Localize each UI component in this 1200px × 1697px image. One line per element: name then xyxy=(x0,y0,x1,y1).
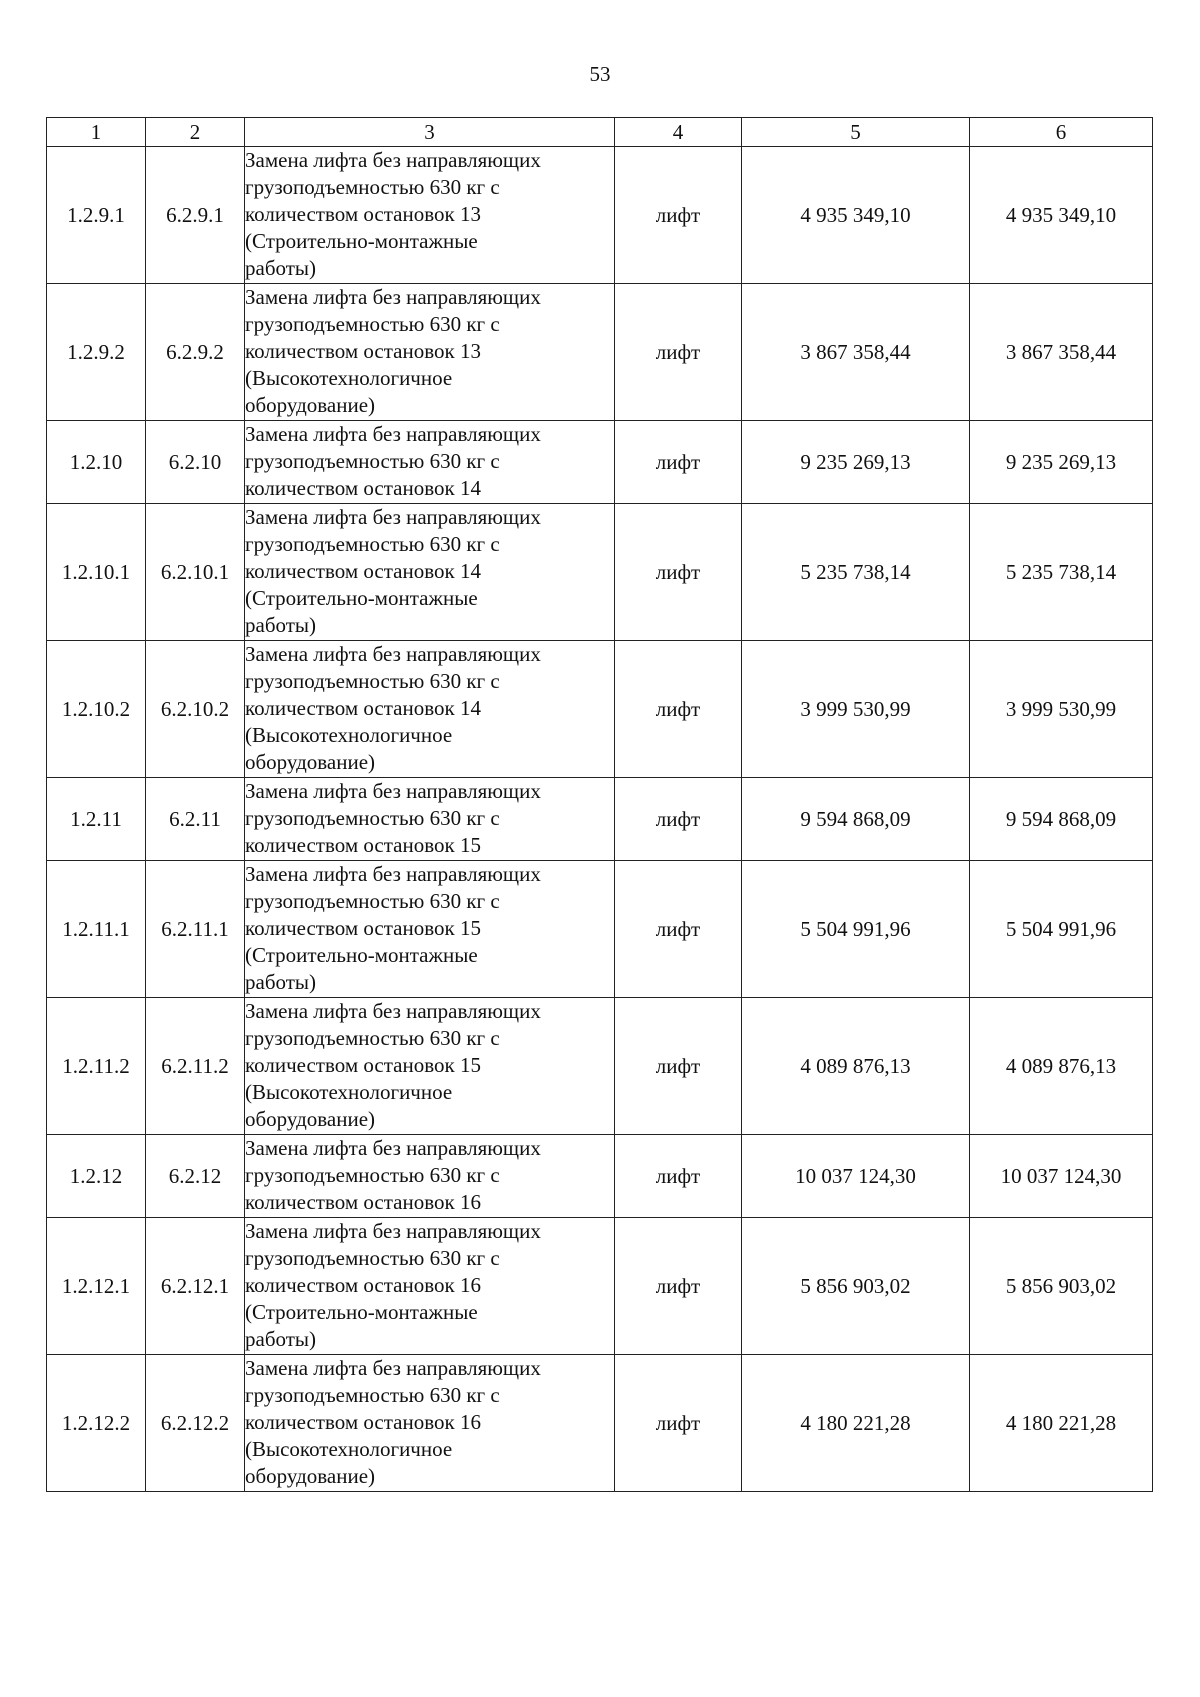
total-cost-cell: 4 180 221,28 xyxy=(970,1355,1153,1492)
description-line: оборудование) xyxy=(245,393,376,417)
item-number-cell: 1.2.9.1 xyxy=(47,147,146,284)
total-cost-cell: 4 089 876,13 xyxy=(970,998,1153,1135)
item-number-cell: 1.2.12 xyxy=(47,1135,146,1218)
description-line: (Строительно-монтажные xyxy=(245,1300,478,1324)
total-cost-cell: 9 594 868,09 xyxy=(970,778,1153,861)
description-line: работы) xyxy=(245,1327,317,1351)
description-line: количеством остановок 14 xyxy=(245,559,481,583)
description-cell xyxy=(245,284,615,421)
description-cell xyxy=(245,861,615,998)
description-line: Замена лифта без направляющих xyxy=(245,999,541,1023)
cost-cell: 3 867 358,44 xyxy=(742,284,970,421)
description-line: грузоподъемностью 630 кг с xyxy=(245,669,500,693)
description-line: оборудование) xyxy=(245,750,376,774)
description-line: Замена лифта без направляющих xyxy=(245,285,541,309)
description-cell xyxy=(245,998,615,1135)
cost-cell: 5 504 991,96 xyxy=(742,861,970,998)
description-line: грузоподъемностью 630 кг с xyxy=(245,1383,500,1407)
total-cost-cell: 4 935 349,10 xyxy=(970,147,1153,284)
description-line: (Строительно-монтажные xyxy=(245,229,478,253)
code-cell: 6.2.12.2 xyxy=(146,1355,245,1492)
header-cell: 4 xyxy=(615,118,742,147)
item-number-cell: 1.2.10.1 xyxy=(47,504,146,641)
unit-cell: лифт xyxy=(615,861,742,998)
cost-cell: 5 856 903,02 xyxy=(742,1218,970,1355)
code-cell: 6.2.9.1 xyxy=(146,147,245,284)
table-row xyxy=(47,778,1153,861)
total-cost-cell: 3 999 530,99 xyxy=(970,641,1153,778)
table-row xyxy=(47,998,1153,1135)
unit-cell: лифт xyxy=(615,641,742,778)
description-line: грузоподъемностью 630 кг с xyxy=(245,1246,500,1270)
description-line: Замена лифта без направляющих xyxy=(245,1219,541,1243)
cost-cell: 9 594 868,09 xyxy=(742,778,970,861)
description-line: количеством остановок 15 xyxy=(245,916,481,940)
description-line: (Строительно-монтажные xyxy=(245,586,478,610)
cost-cell: 3 999 530,99 xyxy=(742,641,970,778)
item-number-cell: 1.2.11 xyxy=(47,778,146,861)
table-row xyxy=(47,861,1153,998)
unit-cell: лифт xyxy=(615,1355,742,1492)
code-cell: 6.2.10.2 xyxy=(146,641,245,778)
description-line: (Строительно-монтажные xyxy=(245,943,478,967)
unit-cell: лифт xyxy=(615,778,742,861)
description-line: Замена лифта без направляющих xyxy=(245,505,541,529)
description-line: грузоподъемностью 630 кг с xyxy=(245,889,500,913)
description-line: количеством остановок 15 xyxy=(245,1053,481,1077)
header-cell: 6 xyxy=(970,118,1153,147)
description-cell xyxy=(245,1218,615,1355)
code-cell: 6.2.12 xyxy=(146,1135,245,1218)
description-line: количеством остановок 15 xyxy=(245,833,481,857)
code-cell: 6.2.10 xyxy=(146,421,245,504)
total-cost-cell: 5 235 738,14 xyxy=(970,504,1153,641)
item-number-cell: 1.2.12.2 xyxy=(47,1355,146,1492)
table-row xyxy=(47,641,1153,778)
item-number-cell: 1.2.10 xyxy=(47,421,146,504)
table-row xyxy=(47,147,1153,284)
table-row xyxy=(47,504,1153,641)
description-line: количеством остановок 14 xyxy=(245,696,481,720)
description-line: Замена лифта без направляющих xyxy=(245,1356,541,1380)
description-line: (Высокотехнологичное xyxy=(245,366,453,390)
cost-cell: 4 935 349,10 xyxy=(742,147,970,284)
description-line: работы) xyxy=(245,613,317,637)
item-number-cell: 1.2.9.2 xyxy=(47,284,146,421)
description-line: количеством остановок 13 xyxy=(245,339,481,363)
description-line: грузоподъемностью 630 кг с xyxy=(245,312,500,336)
description-line: Замена лифта без направляющих xyxy=(245,779,541,803)
header-cell: 5 xyxy=(742,118,970,147)
cost-cell: 4 089 876,13 xyxy=(742,998,970,1135)
description-line: (Высокотехнологичное xyxy=(245,723,453,747)
item-number-cell: 1.2.10.2 xyxy=(47,641,146,778)
header-cell: 1 xyxy=(47,118,146,147)
cost-cell: 4 180 221,28 xyxy=(742,1355,970,1492)
table-row xyxy=(47,284,1153,421)
description-line: грузоподъемностью 630 кг с xyxy=(245,806,500,830)
description-line: Замена лифта без направляющих xyxy=(245,862,541,886)
description-line: грузоподъемностью 630 кг с xyxy=(245,449,500,473)
total-cost-cell: 10 037 124,30 xyxy=(970,1135,1153,1218)
unit-cell: лифт xyxy=(615,1135,742,1218)
cost-cell: 9 235 269,13 xyxy=(742,421,970,504)
total-cost-cell: 5 504 991,96 xyxy=(970,861,1153,998)
unit-cell: лифт xyxy=(615,284,742,421)
description-cell xyxy=(245,778,615,861)
description-cell xyxy=(245,641,615,778)
description-line: грузоподъемностью 630 кг с xyxy=(245,175,500,199)
description-cell xyxy=(245,147,615,284)
table-row xyxy=(47,1355,1153,1492)
description-cell xyxy=(245,504,615,641)
total-cost-cell: 3 867 358,44 xyxy=(970,284,1153,421)
unit-cell: лифт xyxy=(615,504,742,641)
table-row xyxy=(47,421,1153,504)
item-number-cell: 1.2.11.2 xyxy=(47,998,146,1135)
code-cell: 6.2.9.2 xyxy=(146,284,245,421)
description-line: работы) xyxy=(245,970,317,994)
code-cell: 6.2.12.1 xyxy=(146,1218,245,1355)
estimate-table xyxy=(46,117,1153,1492)
total-cost-cell: 5 856 903,02 xyxy=(970,1218,1153,1355)
description-cell xyxy=(245,1135,615,1218)
description-line: (Высокотехнологичное xyxy=(245,1437,453,1461)
description-line: количеством остановок 14 xyxy=(245,476,481,500)
header-row xyxy=(47,118,1153,147)
description-line: Замена лифта без направляющих xyxy=(245,1136,541,1160)
description-line: грузоподъемностью 630 кг с xyxy=(245,1026,500,1050)
description-cell xyxy=(245,1355,615,1492)
description-line: оборудование) xyxy=(245,1107,376,1131)
unit-cell: лифт xyxy=(615,1218,742,1355)
table-row xyxy=(47,1135,1153,1218)
unit-cell: лифт xyxy=(615,998,742,1135)
description-line: оборудование) xyxy=(245,1464,376,1488)
description-line: Замена лифта без направляющих xyxy=(245,422,541,446)
description-line: грузоподъемностью 630 кг с xyxy=(245,1163,500,1187)
code-cell: 6.2.11.2 xyxy=(146,998,245,1135)
description-line: количеством остановок 16 xyxy=(245,1190,481,1214)
description-line: Замена лифта без направляющих xyxy=(245,642,541,666)
unit-cell: лифт xyxy=(615,421,742,504)
unit-cell: лифт xyxy=(615,147,742,284)
description-line: работы) xyxy=(245,256,317,280)
cost-cell: 5 235 738,14 xyxy=(742,504,970,641)
header-cell: 2 xyxy=(146,118,245,147)
description-line: (Высокотехнологичное xyxy=(245,1080,453,1104)
header-cell: 3 xyxy=(245,118,615,147)
description-cell xyxy=(245,421,615,504)
description-line: грузоподъемностью 630 кг с xyxy=(245,532,500,556)
cost-cell: 10 037 124,30 xyxy=(742,1135,970,1218)
description-line: количеством остановок 13 xyxy=(245,202,481,226)
description-line: количеством остановок 16 xyxy=(245,1273,481,1297)
description-line: количеством остановок 16 xyxy=(245,1410,481,1434)
item-number-cell: 1.2.12.1 xyxy=(47,1218,146,1355)
code-cell: 6.2.11.1 xyxy=(146,861,245,998)
item-number-cell: 1.2.11.1 xyxy=(47,861,146,998)
table-row xyxy=(47,1218,1153,1355)
description-line: Замена лифта без направляющих xyxy=(245,148,541,172)
code-cell: 6.2.11 xyxy=(146,778,245,861)
page-number: 53 xyxy=(589,62,611,86)
code-cell: 6.2.10.1 xyxy=(146,504,245,641)
total-cost-cell: 9 235 269,13 xyxy=(970,421,1153,504)
